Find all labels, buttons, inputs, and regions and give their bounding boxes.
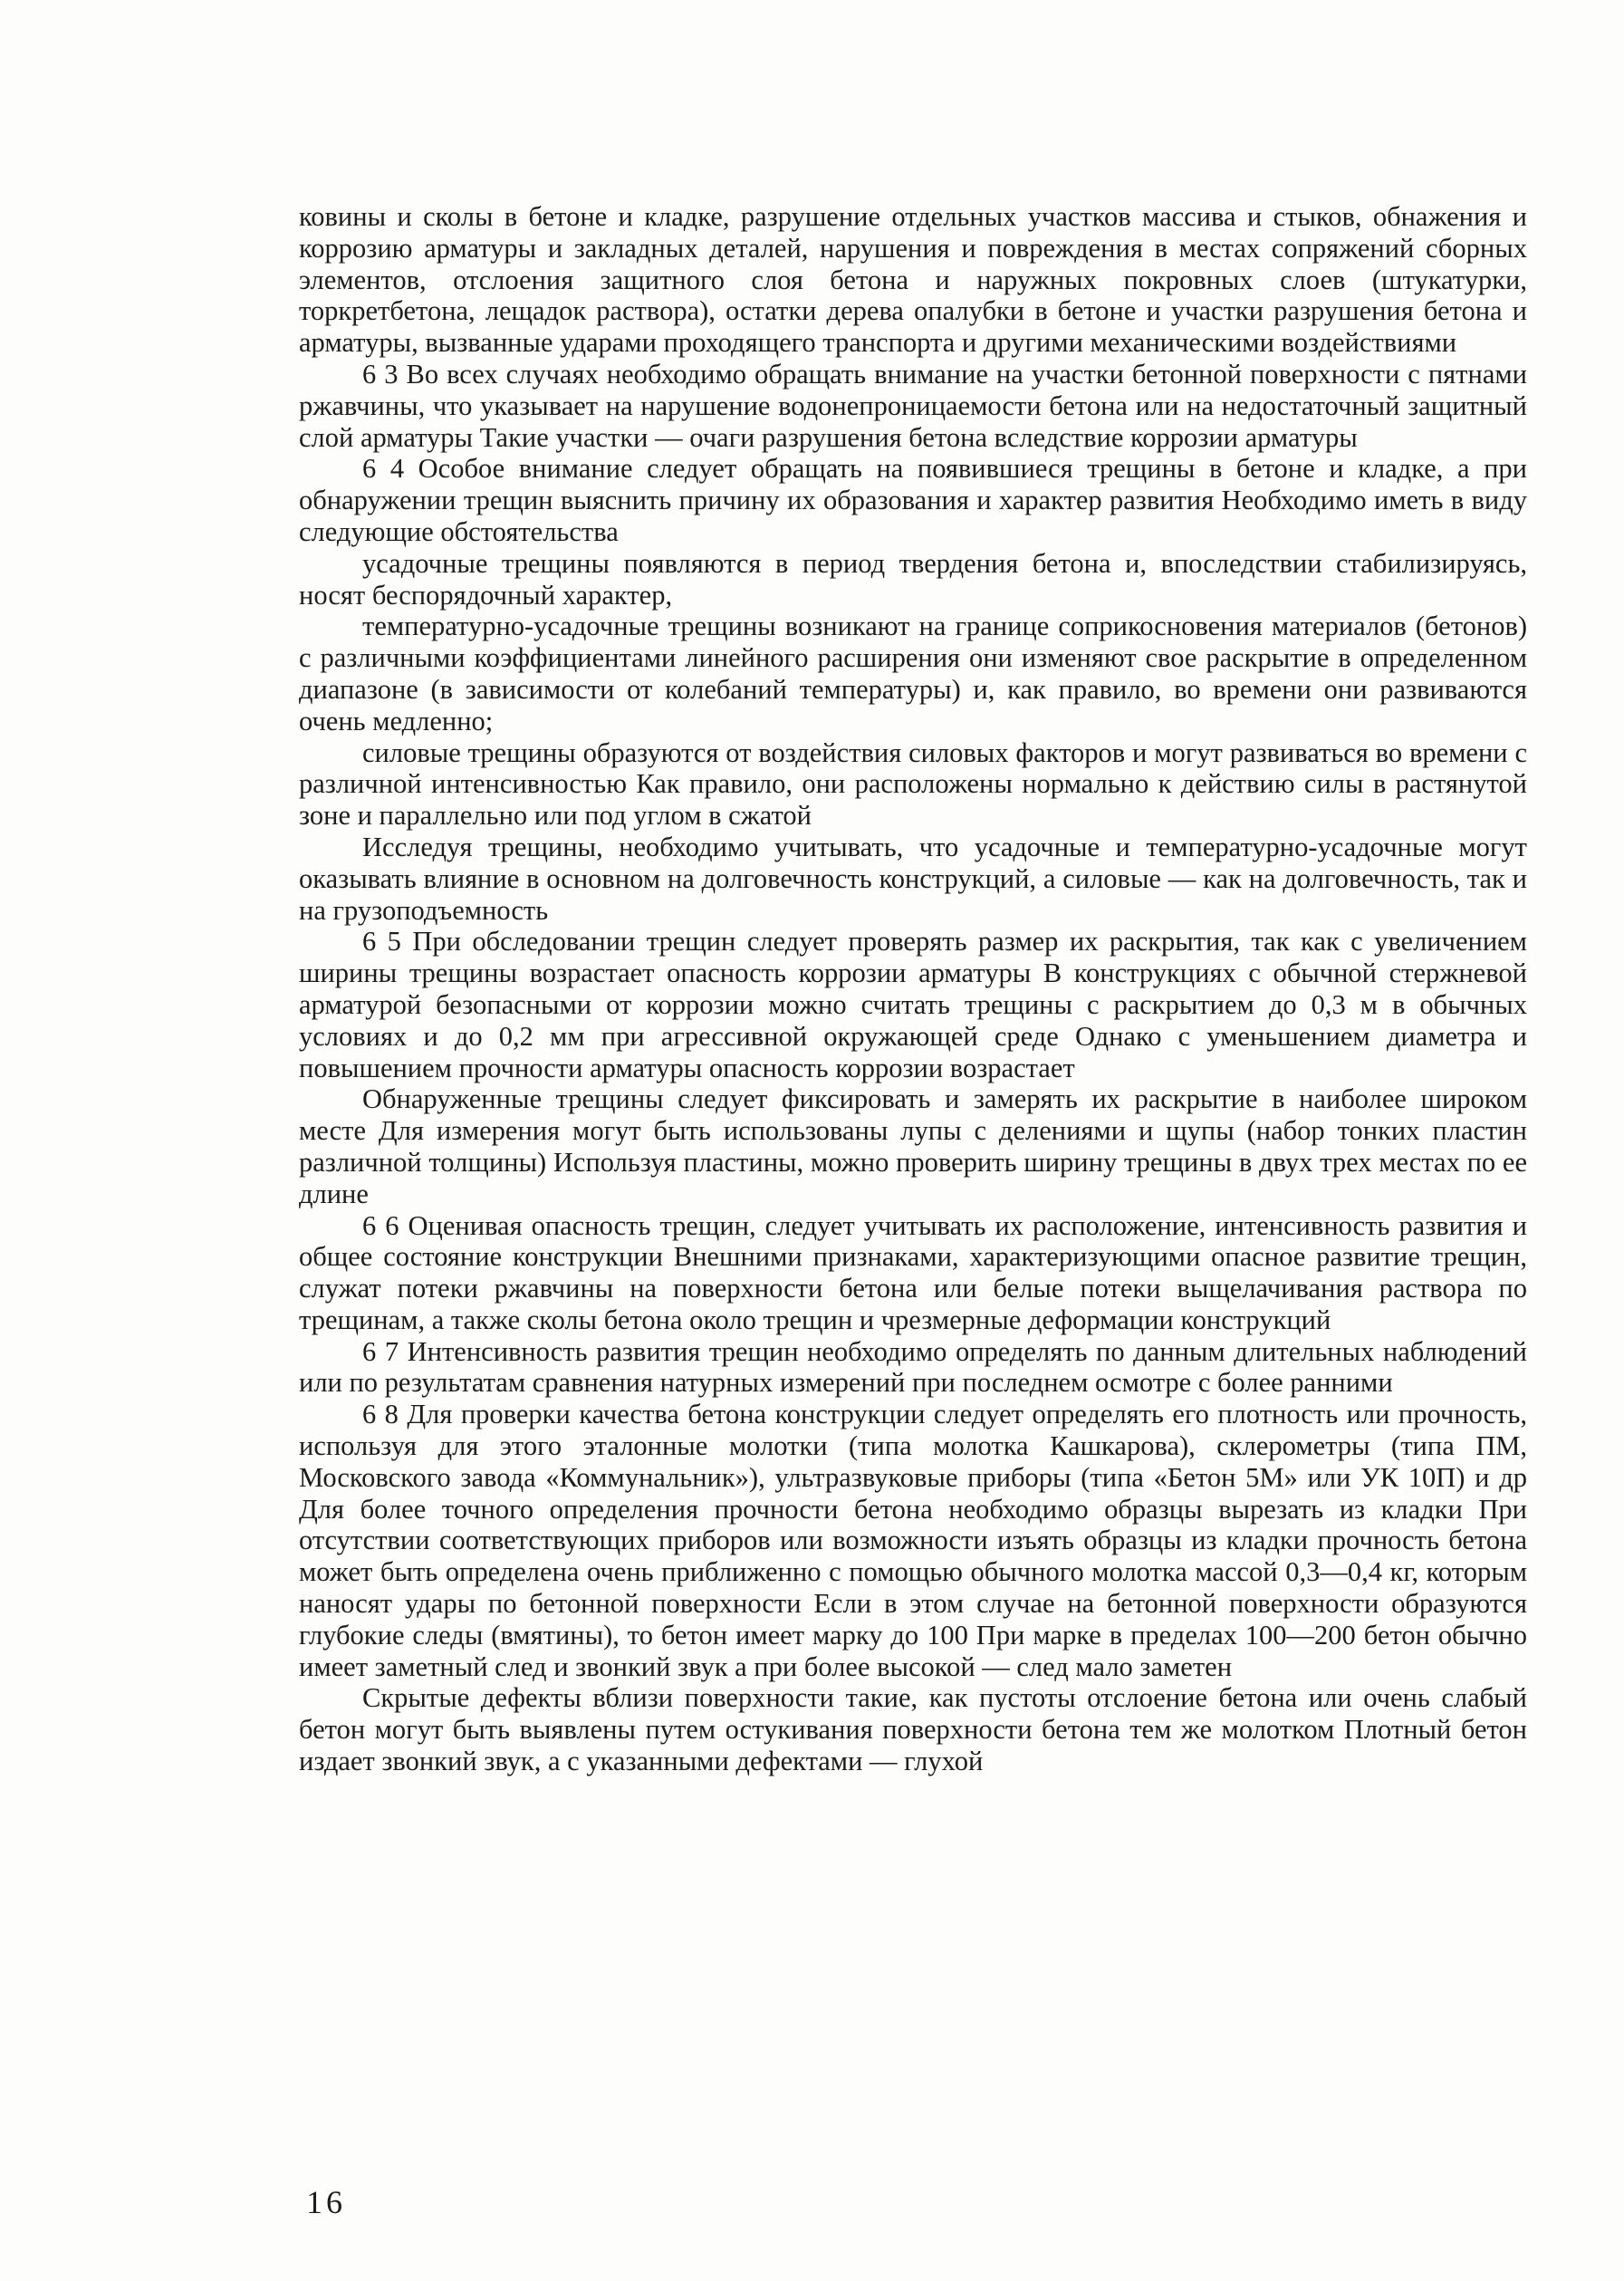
paragraph-crack-measurement: Обнаруженные трещины следует фиксировать и замерять их раскрытие в наиболее широком месте Для измерения могут быть использованы лупы с делениями и щупы (набор тонких пластин различной толщины) Используя пластины, можно проверить ширину трещины в двух трех местах по ее длине [299,1083,1527,1209]
paragraph-6-8: 6 8 Для проверки качества бетона конструкции следует определять его плотность или прочность, используя для этого эталонные молотки (типа молотка Кашкарова), склерометры (типа ПМ, Московского завода «Коммунальник»), ультразвуковые приборы (типа «Бетон 5М» или УК 10П) и др Для более точного определения прочности бетона необходимо образцы вырезать из кладки При отсутствии соответствующих приборов или возможности изъять образцы из кладки прочность бетона может быть определена очень приближенно с помощью обычного молотка массой 0,3—0,4 кг, которым наносят удары по бетонной поверхности Если в этом случае на бетонной поверхности образуются глубокие следы (вмятины), то бетон имеет марку до 100 При марке в пределах 100—200 бетон обычно имеет заметный след и звонкий звук а при более высокой — след мало заметен [299,1399,1527,1682]
page-number: 16 [306,2184,346,2220]
paragraph-6-7: 6 7 Интенсивность развития трещин необходимо определять по данным длительных наблюдений или по результатам сравнения натурных измерений при последнем осмотре с более ранними [299,1335,1527,1399]
paragraph-6-5: 6 5 При обследовании трещин следует проверять размер их раскрытия, так как с увеличением ширины трещины возрастает опасность коррозии арматуры В конструкциях с обычной стержневой арматурой безопасными от коррозии можно считать трещины с раскрытием до 0,3 м в обычных условиях и до 0,2 мм при агрессивной окружающей среде Однако с уменьшением диаметра и повышением прочности арматуры опасность коррозии возрастает [299,926,1527,1083]
paragraph-crack-study: Исследуя трещины, необходимо учитывать, что усадочные и температурно-усадочные могут оказывать влияние в основном на долговечность конструкций, а силовые — как на долговечность, так и на грузоподъемность [299,831,1527,926]
paragraph-force-cracks: силовые трещины образуются от воздействия силовых факторов и могут развиваться во времени с различной интенсивностью Как правило, они расположены нормально к действию силы в растянутой зоне и параллельно или под углом в сжатой [299,736,1527,832]
paragraph-continuation: ковины и сколы в бетоне и кладке, разрушение отдельных участков массива и стыков, обнажения и коррозию арматуры и закладных деталей, нарушения и повреждения в местах сопряжений сборных элементов, отслоения защитного слоя бетона и наружных покровных слоев (штукатурки, торкретбетона, лещадок раствора), остатки дерева опалубки в бетоне и участки разрушения бетона и арматуры, вызванные ударами проходящего транспорта и другими механическими воздействиями [299,201,1527,359]
paragraph-hidden-defects: Скрытые дефекты вблизи поверхности такие, как пустоты отслоение бетона или очень слабый бетон могут быть выявлены путем остукивания поверхности бетона тем же молотком Плотный бетон издает звонкий звук, а с указанными дефектами — глухой [299,1682,1527,1777]
paragraph-temperature-cracks: температурно-усадочные трещины возникают на границе соприкосновения материалов (бетонов) с различными коэффициентами линейного расширения они изменяют свое раскрытие в определенном диапазоне (в зависимости от колебаний температуры) и, как правило, во времени они развиваются очень медленно; [299,611,1527,736]
paragraph-6-4: 6 4 Особое внимание следует обращать на появившиеся трещины в бетоне и кладке, а при обнаружении трещин выяснить причину их образования и характер развития Необходимо иметь в виду следующие обстоятельства [299,453,1527,547]
paragraph-shrinkage-cracks: усадочные трещины появляются в период твердения бетона и, впоследствии стабилизируясь, носят беспорядочный характер, [299,547,1527,611]
text-column [299,201,1527,1777]
paragraph-6-6: 6 6 Оценивая опасность трещин, следует учитывать их расположение, интенсивность развития и общее состояние конструкции Внешними признаками, характеризующими опасное развитие трещин, служат потеки ржавчины на поверхности бетона или белые потеки выщелачивания раствора по трещинам, а также сколы бетона около трещин и чрезмерные деформации конструкций [299,1209,1527,1335]
paragraph-6-3: 6 3 Во всех случаях необходимо обращать внимание на участки бетонной поверхности с пятнами ржавчины, что указывает на нарушение водонепроницаемости бетона или на недостаточный защитный слой арматуры Такие участки — очаги разрушения бетона вследствие коррозии арматуры [299,358,1527,453]
